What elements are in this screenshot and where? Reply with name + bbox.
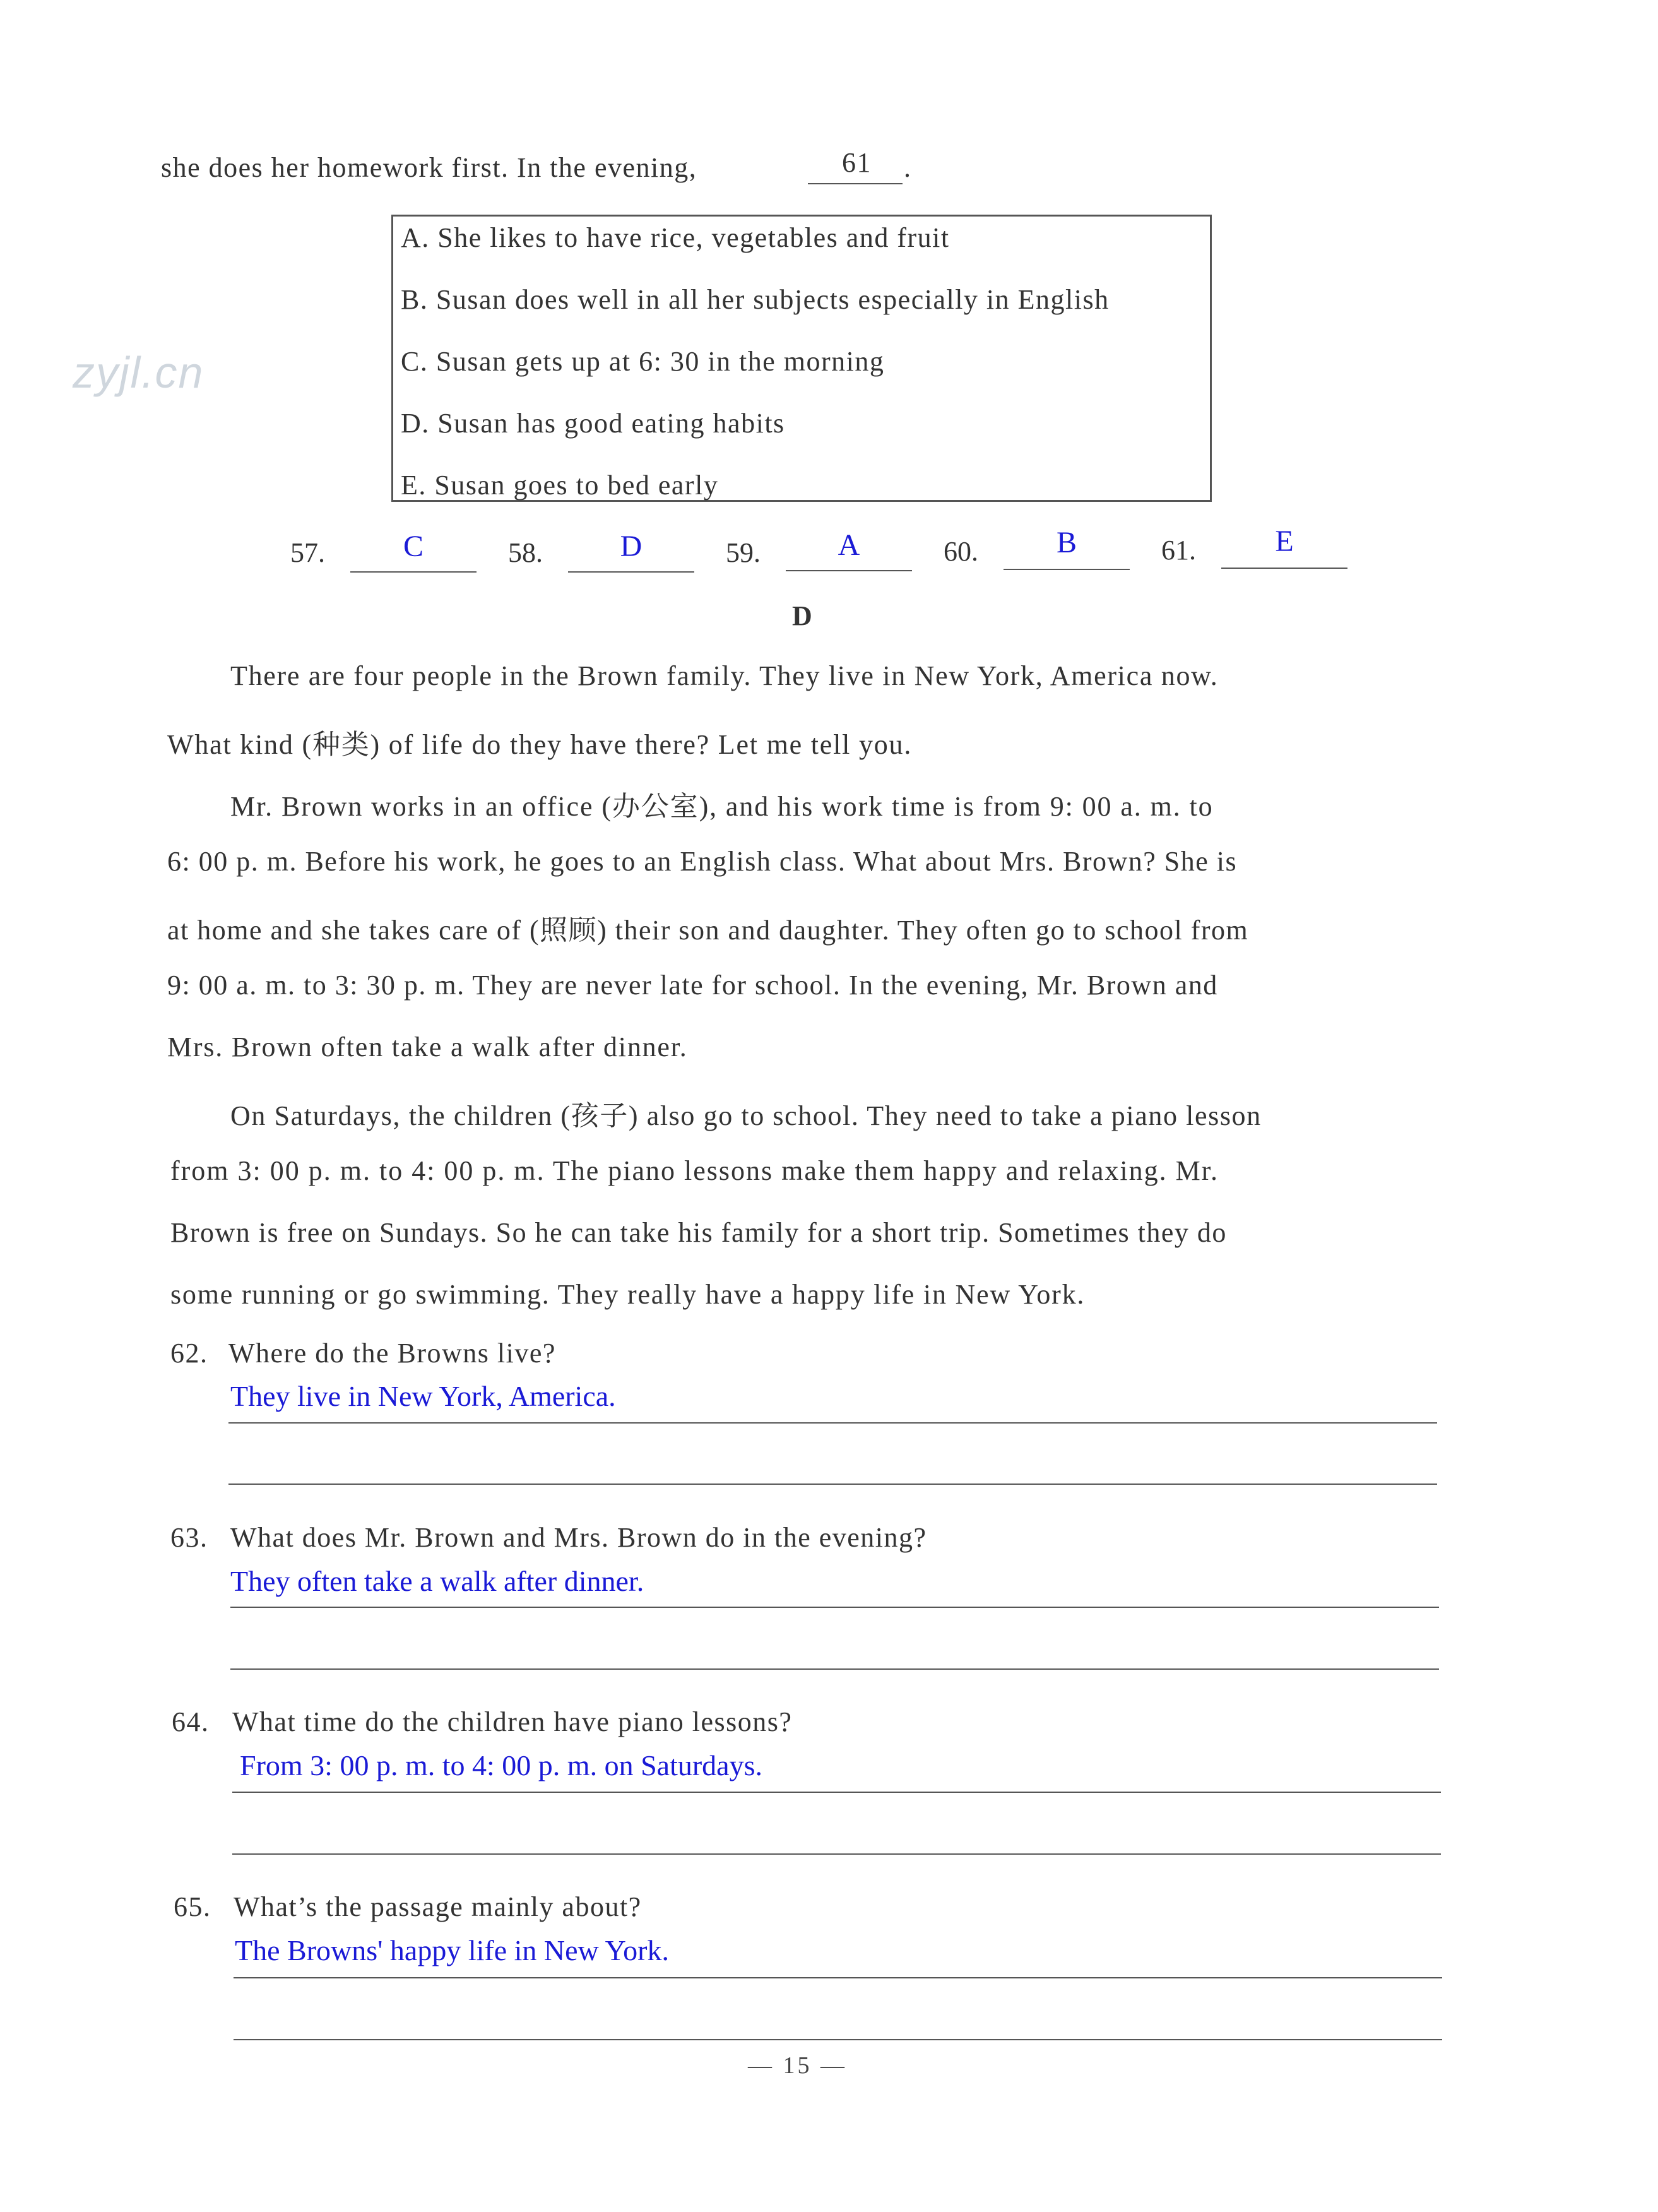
answer-num-57: 57. — [290, 537, 325, 568]
question-62-number: 62. — [170, 1338, 208, 1369]
passage-line-4: 6: 00 p. m. Before his work, he goes to an English class. What about Mrs. Brown? She is — [167, 846, 1238, 877]
answer-65: The Browns' happy life in New York. — [235, 1934, 670, 1966]
passage-line-5: at home and she takes care of (照顾) their son and daughter. They often go to school from — [167, 915, 1249, 946]
option-c: C. Susan gets up at 6: 30 in the morning — [401, 346, 885, 377]
passage-line-9: from 3: 00 p. m. to 4: 00 p. m. The piano lessons make them happy and relaxing. Mr. — [170, 1155, 1219, 1186]
answer-63-line-1 — [230, 1607, 1439, 1608]
answer-65-line-1 — [234, 1977, 1442, 1978]
answer-letter-58: D — [620, 530, 642, 563]
answer-62: They live in New York, America. — [230, 1380, 616, 1412]
answer-num-61: 61. — [1161, 535, 1196, 566]
answer-64-line-1 — [232, 1792, 1441, 1793]
question-64-text: What time do the children have piano lessons? — [232, 1706, 793, 1737]
question-63-number: 63. — [170, 1522, 208, 1553]
answer-64: From 3: 00 p. m. to 4: 00 p. m. on Saturdays. — [240, 1749, 762, 1781]
answer-line-57 — [350, 571, 477, 573]
option-d: D. Susan has good eating habits — [401, 408, 785, 439]
answer-line-60 — [1004, 569, 1130, 570]
answer-line-61 — [1221, 568, 1347, 569]
passage-line-2: What kind (种类) of life do they have there? Let me tell you. — [167, 729, 913, 760]
intro-blank-number: 61 — [842, 147, 872, 178]
question-62-text: Where do the Browns live? — [228, 1338, 556, 1369]
answer-64-line-2 — [232, 1853, 1441, 1855]
answer-letter-59: A — [838, 528, 860, 562]
passage-line-3: Mr. Brown works in an office (办公室), and his work time is from 9: 00 a. m. to — [230, 791, 1214, 822]
passage-line-6: 9: 00 a. m. to 3: 30 p. m. They are never late for school. In the evening, Mr. Brown and — [167, 970, 1218, 1001]
passage-line-10: Brown is free on Sundays. So he can take his family for a short trip. Sometimes they do — [170, 1217, 1227, 1248]
page-number: — 15 — — [748, 2052, 847, 2079]
answer-num-60: 60. — [944, 536, 978, 567]
passage-line-7: Mrs. Brown often take a walk after dinner. — [167, 1032, 688, 1062]
question-63-text: What does Mr. Brown and Mrs. Brown do in the evening? — [230, 1522, 927, 1553]
watermark: zyjl.cn — [73, 348, 204, 397]
answer-65-line-2 — [234, 2039, 1442, 2040]
option-e: E. Susan goes to bed early — [401, 470, 719, 501]
intro-text: she does her homework first. In the evening, — [161, 152, 697, 183]
option-b: B. Susan does well in all her subjects especially in English — [401, 284, 1110, 315]
answer-line-58 — [568, 571, 694, 573]
answer-num-59: 59. — [726, 537, 761, 568]
option-a: A. She likes to have rice, vegetables and fruit — [401, 222, 950, 253]
question-65-text: What’s the passage mainly about? — [234, 1891, 642, 1922]
question-65-number: 65. — [174, 1891, 211, 1922]
passage-line-8: On Saturdays, the children (孩子) also go to school. They need to take a piano lesson — [230, 1100, 1262, 1131]
answer-63-line-2 — [230, 1668, 1439, 1670]
answer-num-58: 58. — [508, 537, 543, 568]
intro-end: . — [904, 152, 912, 183]
answer-line-59 — [786, 570, 912, 571]
answer-62-line-1 — [228, 1422, 1437, 1424]
passage-line-11: some running or go swimming. They really have a happy life in New York. — [170, 1279, 1086, 1310]
answer-letter-61: E — [1275, 525, 1294, 558]
question-64-number: 64. — [172, 1706, 210, 1737]
intro-blank-line — [808, 183, 903, 184]
options-box — [391, 215, 1212, 502]
answer-62-line-2 — [228, 1484, 1437, 1485]
section-title: D — [792, 600, 812, 631]
answer-letter-60: B — [1056, 526, 1077, 559]
answer-63: They often take a walk after dinner. — [230, 1565, 644, 1597]
answer-letter-57: C — [403, 530, 423, 563]
passage-line-1: There are four people in the Brown family. They live in New York, America now. — [230, 660, 1219, 691]
